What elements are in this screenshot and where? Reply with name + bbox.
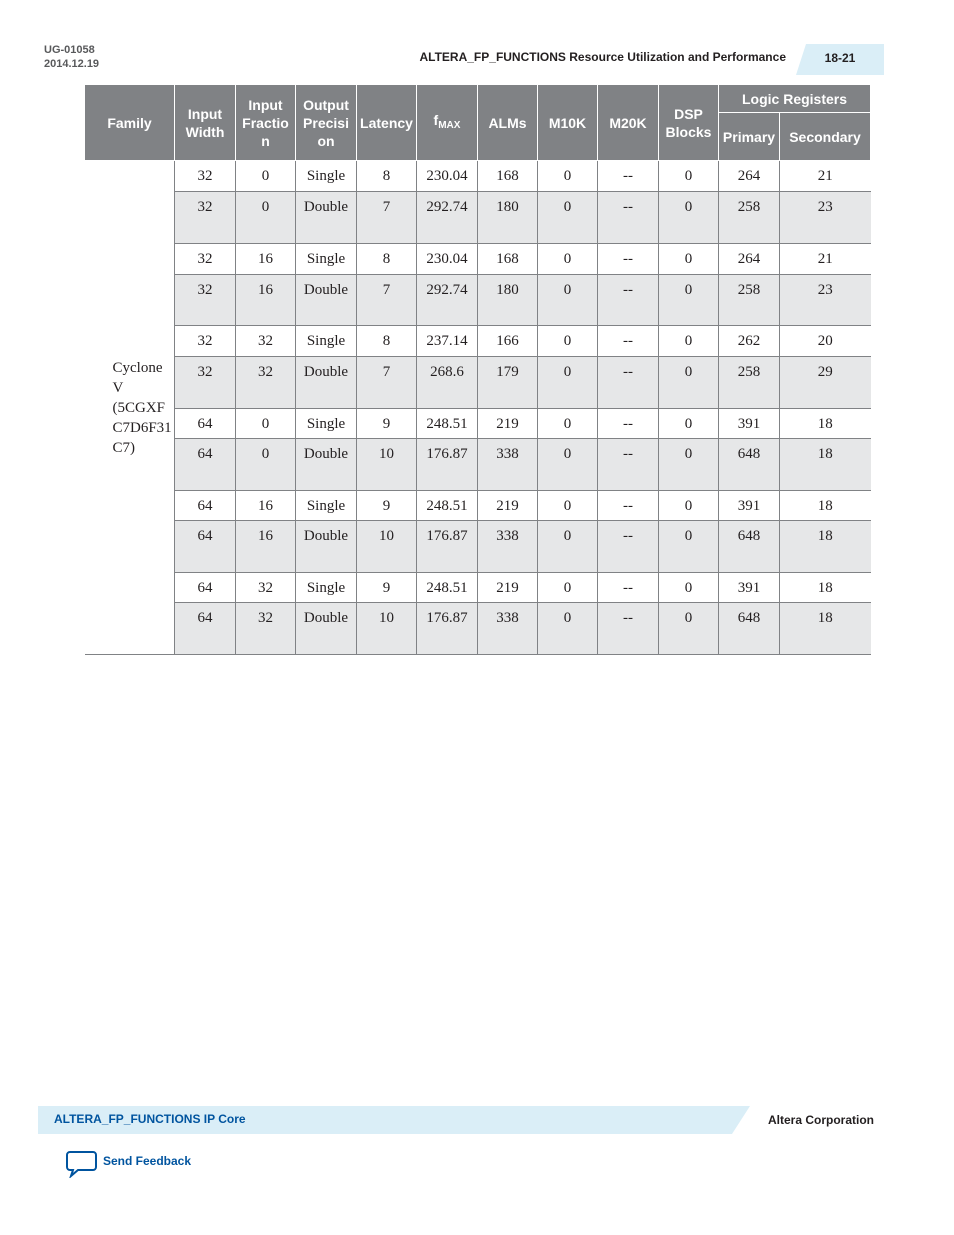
cell-input-width: 64 bbox=[175, 439, 236, 491]
cell-m10k: 0 bbox=[538, 603, 598, 655]
cell-fmax: 230.04 bbox=[417, 161, 478, 192]
cell-secondary: 29 bbox=[780, 357, 871, 409]
cell-m20k: -- bbox=[598, 521, 659, 573]
header-primary: Primary bbox=[719, 113, 780, 161]
cell-m10k: 0 bbox=[538, 409, 598, 439]
cell-dsp-blocks: 0 bbox=[659, 573, 719, 603]
cell-output-precision: Double bbox=[296, 357, 357, 409]
cell-latency: 9 bbox=[357, 491, 417, 521]
cell-input-width: 64 bbox=[175, 603, 236, 655]
cell-latency: 8 bbox=[357, 244, 417, 275]
send-feedback-label[interactable]: Send Feedback bbox=[103, 1154, 192, 1168]
cell-m10k: 0 bbox=[538, 357, 598, 409]
cell-alms: 168 bbox=[478, 161, 538, 192]
table-row bbox=[85, 326, 871, 357]
cell-dsp-blocks: 0 bbox=[659, 275, 719, 326]
cell-input-fraction: 16 bbox=[236, 244, 296, 275]
cell-latency: 8 bbox=[357, 326, 417, 357]
cell-primary: 262 bbox=[719, 326, 780, 357]
header-fmax-subscript: MAX bbox=[438, 119, 461, 131]
cell-m20k: -- bbox=[598, 244, 659, 275]
cell-input-fraction: 32 bbox=[236, 357, 296, 409]
cell-latency: 10 bbox=[357, 439, 417, 491]
resource-utilization-table bbox=[84, 84, 871, 655]
cell-m10k: 0 bbox=[538, 573, 598, 603]
cell-output-precision: Double bbox=[296, 439, 357, 491]
cell-latency: 7 bbox=[357, 192, 417, 244]
header-m10k: M10K bbox=[538, 85, 598, 161]
cell-alms: 168 bbox=[478, 244, 538, 275]
cell-primary: 258 bbox=[719, 192, 780, 244]
table-row bbox=[85, 192, 871, 244]
cell-alms: 338 bbox=[478, 439, 538, 491]
cell-primary: 391 bbox=[719, 491, 780, 521]
cell-dsp-blocks: 0 bbox=[659, 439, 719, 491]
cell-latency: 8 bbox=[357, 161, 417, 192]
cell-fmax: 292.74 bbox=[417, 192, 478, 244]
cell-input-width: 32 bbox=[175, 192, 236, 244]
cell-input-width: 32 bbox=[175, 275, 236, 326]
cell-primary: 648 bbox=[719, 439, 780, 491]
cell-secondary: 23 bbox=[780, 192, 871, 244]
cell-output-precision: Double bbox=[296, 603, 357, 655]
cell-alms: 338 bbox=[478, 603, 538, 655]
cell-dsp-blocks: 0 bbox=[659, 409, 719, 439]
cell-m20k: -- bbox=[598, 275, 659, 326]
cell-secondary: 18 bbox=[780, 491, 871, 521]
cell-alms: 338 bbox=[478, 521, 538, 573]
cell-latency: 9 bbox=[357, 573, 417, 603]
table-row bbox=[85, 161, 871, 192]
cell-fmax: 248.51 bbox=[417, 491, 478, 521]
cell-latency: 9 bbox=[357, 409, 417, 439]
cell-alms: 166 bbox=[478, 326, 538, 357]
table-row bbox=[85, 244, 871, 275]
cell-m20k: -- bbox=[598, 192, 659, 244]
cell-input-fraction: 16 bbox=[236, 275, 296, 326]
cell-input-width: 64 bbox=[175, 409, 236, 439]
cell-input-fraction: 0 bbox=[236, 192, 296, 244]
cell-latency: 10 bbox=[357, 521, 417, 573]
cell-latency: 7 bbox=[357, 275, 417, 326]
document-number: UG-01058 bbox=[44, 44, 95, 56]
header-family: Family bbox=[85, 85, 175, 161]
family-cell: Cyclone V (5CGXFC7D6F31C7) bbox=[85, 161, 175, 655]
table-row bbox=[85, 491, 871, 521]
cell-fmax: 248.51 bbox=[417, 409, 478, 439]
cell-output-precision: Single bbox=[296, 161, 357, 192]
cell-alms: 219 bbox=[478, 409, 538, 439]
cell-input-fraction: 32 bbox=[236, 326, 296, 357]
cell-output-precision: Double bbox=[296, 521, 357, 573]
footer-ip-core-title: ALTERA_FP_FUNCTIONS IP Core bbox=[54, 1112, 246, 1126]
cell-dsp-blocks: 0 bbox=[659, 244, 719, 275]
cell-secondary: 20 bbox=[780, 326, 871, 357]
cell-fmax: 248.51 bbox=[417, 573, 478, 603]
header-m20k: M20K bbox=[598, 85, 659, 161]
cell-fmax: 176.87 bbox=[417, 521, 478, 573]
header-input-width: Input Width bbox=[175, 85, 236, 161]
footer-company: Altera Corporation bbox=[767, 1113, 874, 1127]
table-row bbox=[85, 409, 871, 439]
cell-secondary: 21 bbox=[780, 244, 871, 275]
cell-input-width: 32 bbox=[175, 244, 236, 275]
table-row bbox=[85, 603, 871, 655]
cell-input-width: 64 bbox=[175, 521, 236, 573]
cell-dsp-blocks: 0 bbox=[659, 603, 719, 655]
cell-m20k: -- bbox=[598, 357, 659, 409]
section-title: ALTERA_FP_FUNCTIONS Resource Utilization and Performance bbox=[419, 50, 786, 64]
document-date: 2014.12.19 bbox=[44, 58, 100, 70]
cell-primary: 264 bbox=[719, 244, 780, 275]
cell-input-width: 32 bbox=[175, 161, 236, 192]
cell-m10k: 0 bbox=[538, 439, 598, 491]
cell-fmax: 176.87 bbox=[417, 439, 478, 491]
cell-fmax: 268.6 bbox=[417, 357, 478, 409]
cell-alms: 180 bbox=[478, 275, 538, 326]
page-number-tab bbox=[796, 44, 884, 75]
cell-secondary: 21 bbox=[780, 161, 871, 192]
cell-output-precision: Single bbox=[296, 326, 357, 357]
cell-primary: 264 bbox=[719, 161, 780, 192]
table-row bbox=[85, 573, 871, 603]
cell-dsp-blocks: 0 bbox=[659, 192, 719, 244]
cell-dsp-blocks: 0 bbox=[659, 521, 719, 573]
table-row bbox=[85, 275, 871, 326]
cell-fmax: 237.14 bbox=[417, 326, 478, 357]
cell-output-precision: Single bbox=[296, 244, 357, 275]
cell-alms: 219 bbox=[478, 573, 538, 603]
cell-output-precision: Single bbox=[296, 409, 357, 439]
cell-m10k: 0 bbox=[538, 491, 598, 521]
cell-dsp-blocks: 0 bbox=[659, 491, 719, 521]
cell-secondary: 18 bbox=[780, 521, 871, 573]
cell-latency: 7 bbox=[357, 357, 417, 409]
cell-fmax: 230.04 bbox=[417, 244, 478, 275]
cell-m20k: -- bbox=[598, 409, 659, 439]
cell-output-precision: Single bbox=[296, 491, 357, 521]
header-secondary: Secondary bbox=[780, 113, 871, 161]
table-row bbox=[85, 357, 871, 409]
cell-m10k: 0 bbox=[538, 275, 598, 326]
cell-m10k: 0 bbox=[538, 192, 598, 244]
header-logic-registers: Logic Registers bbox=[719, 85, 871, 113]
header-output-precision: Output Precision bbox=[296, 85, 357, 161]
cell-input-fraction: 32 bbox=[236, 573, 296, 603]
header-alms: ALMs bbox=[478, 85, 538, 161]
cell-output-precision: Double bbox=[296, 275, 357, 326]
cell-secondary: 18 bbox=[780, 409, 871, 439]
cell-input-width: 32 bbox=[175, 326, 236, 357]
cell-secondary: 18 bbox=[780, 573, 871, 603]
cell-input-width: 64 bbox=[175, 573, 236, 603]
cell-m10k: 0 bbox=[538, 161, 598, 192]
cell-fmax: 176.87 bbox=[417, 603, 478, 655]
cell-primary: 648 bbox=[719, 603, 780, 655]
cell-input-width: 32 bbox=[175, 357, 236, 409]
cell-primary: 648 bbox=[719, 521, 780, 573]
header-fmax bbox=[417, 85, 478, 161]
header-latency: Latency bbox=[357, 85, 417, 161]
page-number: 18-21 bbox=[824, 51, 856, 65]
cell-output-precision: Single bbox=[296, 573, 357, 603]
cell-input-fraction: 0 bbox=[236, 439, 296, 491]
cell-m10k: 0 bbox=[538, 521, 598, 573]
cell-input-width: 64 bbox=[175, 491, 236, 521]
cell-input-fraction: 0 bbox=[236, 409, 296, 439]
cell-m10k: 0 bbox=[538, 244, 598, 275]
cell-input-fraction: 32 bbox=[236, 603, 296, 655]
cell-m20k: -- bbox=[598, 326, 659, 357]
cell-primary: 391 bbox=[719, 409, 780, 439]
table-row bbox=[85, 521, 871, 573]
header-input-fraction: Input Fraction bbox=[236, 85, 296, 161]
cell-primary: 391 bbox=[719, 573, 780, 603]
header-fmax-main: f bbox=[433, 111, 439, 128]
cell-m20k: -- bbox=[598, 161, 659, 192]
cell-dsp-blocks: 0 bbox=[659, 326, 719, 357]
cell-m10k: 0 bbox=[538, 326, 598, 357]
cell-alms: 180 bbox=[478, 192, 538, 244]
cell-input-fraction: 16 bbox=[236, 521, 296, 573]
cell-alms: 179 bbox=[478, 357, 538, 409]
table-row bbox=[85, 439, 871, 491]
cell-secondary: 18 bbox=[780, 603, 871, 655]
cell-alms: 219 bbox=[478, 491, 538, 521]
cell-primary: 258 bbox=[719, 357, 780, 409]
document-id bbox=[44, 43, 99, 71]
cell-dsp-blocks: 0 bbox=[659, 161, 719, 192]
cell-primary: 258 bbox=[719, 275, 780, 326]
cell-m20k: -- bbox=[598, 439, 659, 491]
cell-dsp-blocks: 0 bbox=[659, 357, 719, 409]
cell-input-fraction: 0 bbox=[236, 161, 296, 192]
cell-m20k: -- bbox=[598, 603, 659, 655]
cell-secondary: 18 bbox=[780, 439, 871, 491]
cell-output-precision: Double bbox=[296, 192, 357, 244]
cell-latency: 10 bbox=[357, 603, 417, 655]
header-dsp-blocks: DSP Blocks bbox=[659, 85, 719, 161]
cell-secondary: 23 bbox=[780, 275, 871, 326]
cell-m20k: -- bbox=[598, 491, 659, 521]
cell-input-fraction: 16 bbox=[236, 491, 296, 521]
cell-m20k: -- bbox=[598, 573, 659, 603]
cell-fmax: 292.74 bbox=[417, 275, 478, 326]
speech-bubble-icon bbox=[66, 1150, 98, 1178]
